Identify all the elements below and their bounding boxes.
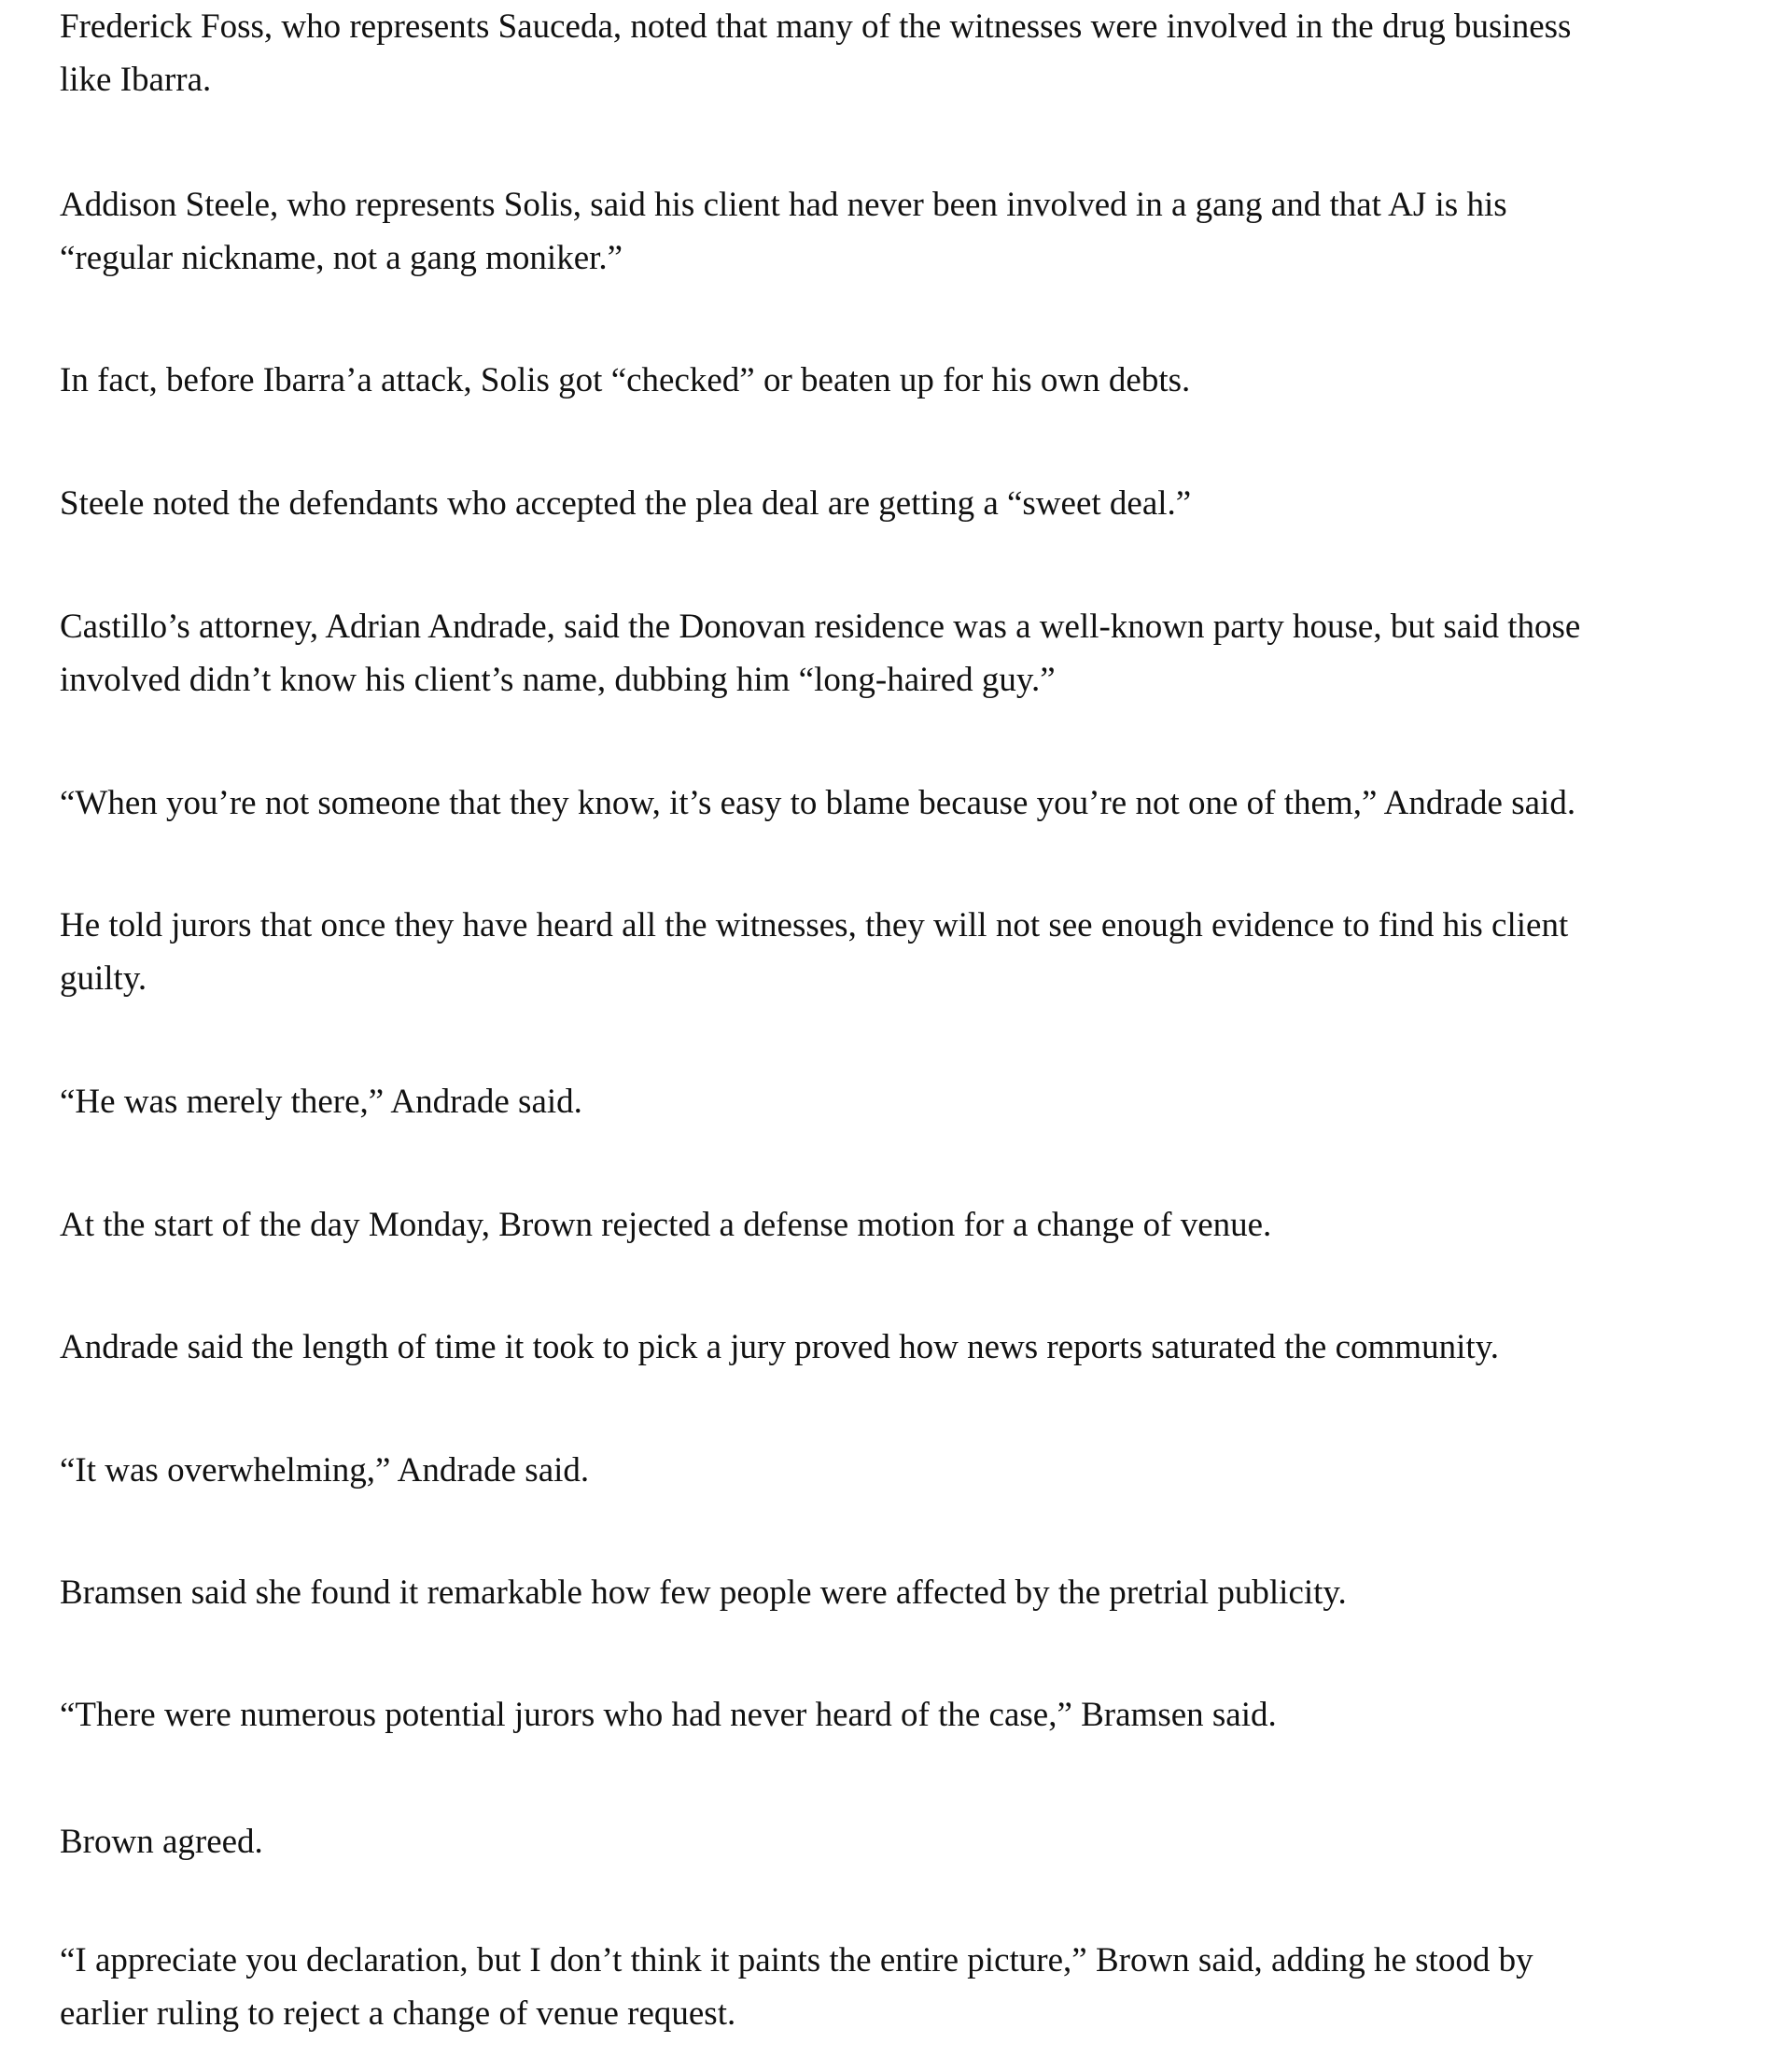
paragraph-bramsen-publicity — [60, 1566, 1740, 1619]
text-line: Steele noted the defendants who accepted the plea deal are getting a “sweet deal.” — [60, 484, 1192, 523]
paragraph-merely-there — [60, 1075, 1740, 1128]
text-line: guilty. — [60, 959, 147, 998]
text-line: Addison Steele, who represents Solis, said his client had never been involved in a gang and that AJ is his — [60, 186, 1507, 224]
text-line: “regular nickname, not a gang moniker.” — [60, 239, 623, 277]
paragraph-solis-checked — [60, 354, 1740, 407]
text-line: In fact, before Ibarra’a attack, Solis got “checked” or beaten up for his own debts. — [60, 361, 1191, 399]
paragraph-change-of-venue — [60, 1198, 1740, 1252]
text-line: “When you’re not someone that they know, it’s easy to blame because you’re not one of them,” Andrade said. — [60, 784, 1576, 822]
paragraph-brown-quote — [60, 1934, 1740, 2040]
text-line: “It was overwhelming,” Andrade said. — [60, 1451, 590, 1490]
text-line: “I appreciate you declaration, but I don’t think it paints the entire picture,” Brown said, adding he stood by — [60, 1941, 1533, 1979]
paragraph-overwhelming — [60, 1444, 1740, 1497]
paragraph-bramsen-quote — [60, 1688, 1740, 1741]
text-line: At the start of the day Monday, Brown rejected a defense motion for a change of venue. — [60, 1206, 1272, 1244]
text-line: “There were numerous potential jurors who had never heard of the case,” Bramsen said. — [60, 1696, 1277, 1734]
paragraph-jury-length — [60, 1321, 1740, 1374]
text-line: Brown agreed. — [60, 1823, 263, 1861]
text-line: Frederick Foss, who represents Sauceda, noted that many of the witnesses were involved in the drug business — [60, 7, 1572, 46]
text-line: He told jurors that once they have heard all the witnesses, they will not see enough evidence to find his client — [60, 906, 1569, 944]
paragraph-jurors-evidence — [60, 899, 1740, 1005]
paragraph-andrade-quote-blame — [60, 776, 1740, 830]
text-line: Andrade said the length of time it took to pick a jury proved how news reports saturated the community. — [60, 1328, 1499, 1366]
text-line: Castillo’s attorney, Adrian Andrade, said the Donovan residence was a well-known party house, but said those — [60, 608, 1581, 646]
text-line: earlier ruling to reject a change of venue request. — [60, 1994, 736, 2033]
text-line: “He was merely there,” Andrade said. — [60, 1083, 582, 1121]
paragraph-steele-client — [60, 178, 1740, 285]
text-line: Bramsen said she found it remarkable how few people were affected by the pretrial publicity. — [60, 1573, 1347, 1612]
paragraph-sweet-deal — [60, 477, 1740, 530]
paragraph-brown-agreed — [60, 1815, 1740, 1868]
text-line: involved didn’t know his client’s name, dubbing him “long-haired guy.” — [60, 661, 1056, 699]
paragraph-foss — [60, 0, 1740, 106]
text-line: like Ibarra. — [60, 61, 212, 99]
paragraph-castillo-attorney — [60, 600, 1740, 706]
